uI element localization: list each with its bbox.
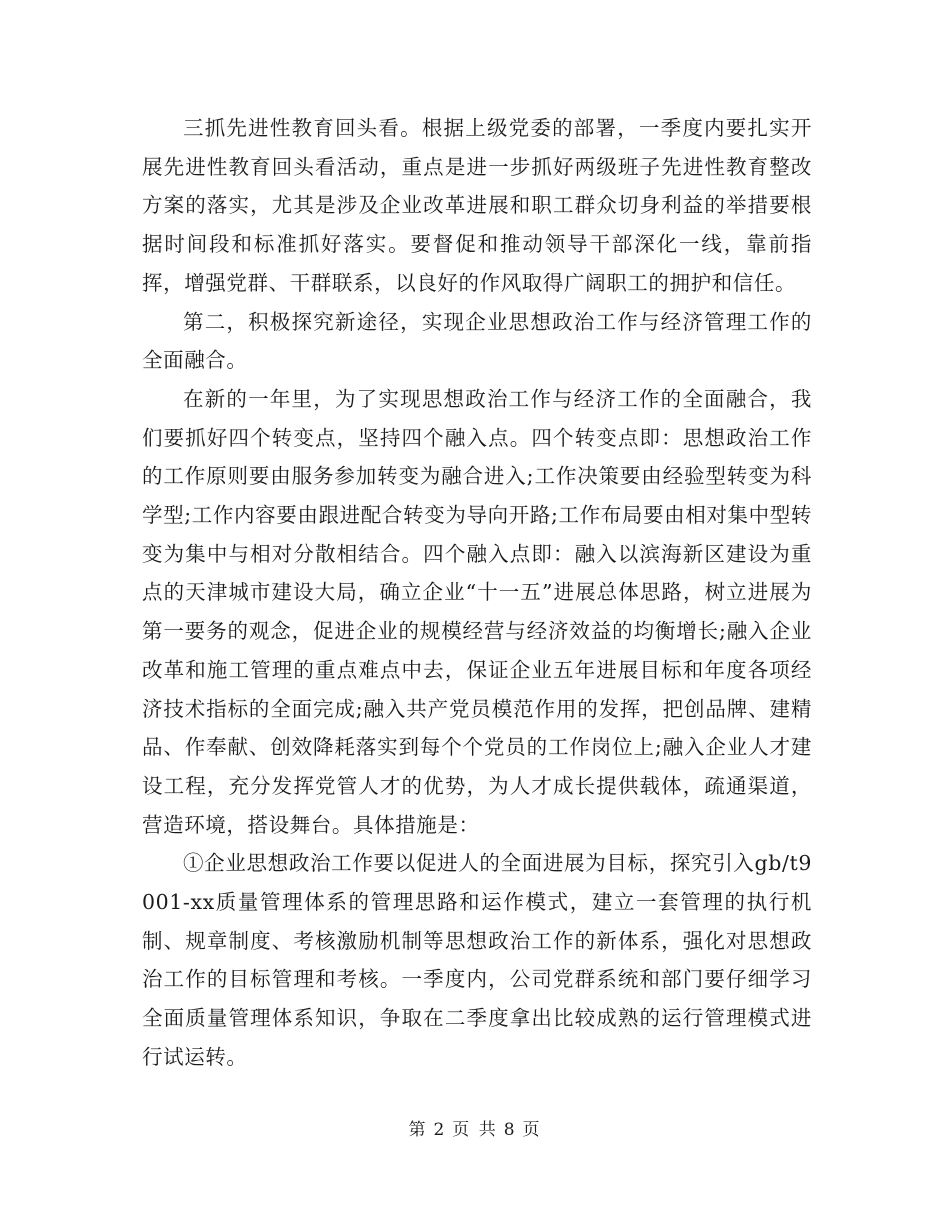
current-page-number: 2 [433,1120,447,1140]
paragraph-3: 在新的一年里，为了实现思想政治工作与经济工作的全面融合，我们要抓好四个转变点，坚持四个融入点。四个转变点即：思想政治工作的工作原则要由服务参加转变为融合进入;工作决策要由经验型转变为科学型;工作内容要由跟进配合转变为导向开路;工作布局要由相对集中型转变为集中与相对分散相结合。四个融入点即：融入以滨海新区建设为重点的天津城市建设大局，确立企业“十一五”进展总体思路，树立进展为第一要务的观念，促进企业的规模经营与经济效益的均衡增长;融入企业改革和施工管理的重点难点中去，保证企业五年进展目标和年度各项经济技术指标的全面完成;融入共产党员模范作用的发挥，把创品牌、建精品、作奉献、创效降耗落实到每个个党员的工作岗位上;融入企业人才建设工程，充分发挥党管人才的优势，为人才成长提供载体，疏通渠道，营造环境，搭设舞台。具体措施是： [142,386,812,837]
footer-suffix: 页 [522,1120,542,1140]
paragraph-2-heading: 第二，积极探究新途径，实现企业思想政治工作与经济管理工作的全面融合。 [142,309,812,373]
paragraph-1: 三抓先进性教育回头看。根据上级党委的部署，一季度内要扎实开展先进性教育回头看活动，重点是进一步抓好两级班子先进性教育整改方案的落实，尤其是涉及企业改革进展和职工群众切身利益的举措要根据时间段和标准抓好落实。要督促和推动领导干部深化一线，靠前指挥，增强党群、干群联系，以良好的作风取得广阔职工的拥护和信任。 [142,116,812,295]
paragraph-4: ①企业思想政治工作要以促进人的全面进展为目标，探究引入gb/t9001-xx质量管理体系的管理思路和运作模式，建立一套管理的执行机制、规章制度、考核激励机制等思想政治工作的新体系，强化对思想政治工作的目标管理和考核。一季度内，公司党群系统和部门要仔细学习全面质量管理体系知识，争取在二季度拿出比较成熟的运行管理模式进行试运转。 [142,851,812,1069]
footer-prefix: 第 [408,1120,428,1140]
document-body [142,109,812,1077]
total-page-count: 8 [503,1120,517,1140]
page-footer [0,1115,950,1140]
footer-middle: 页 共 [452,1120,498,1140]
